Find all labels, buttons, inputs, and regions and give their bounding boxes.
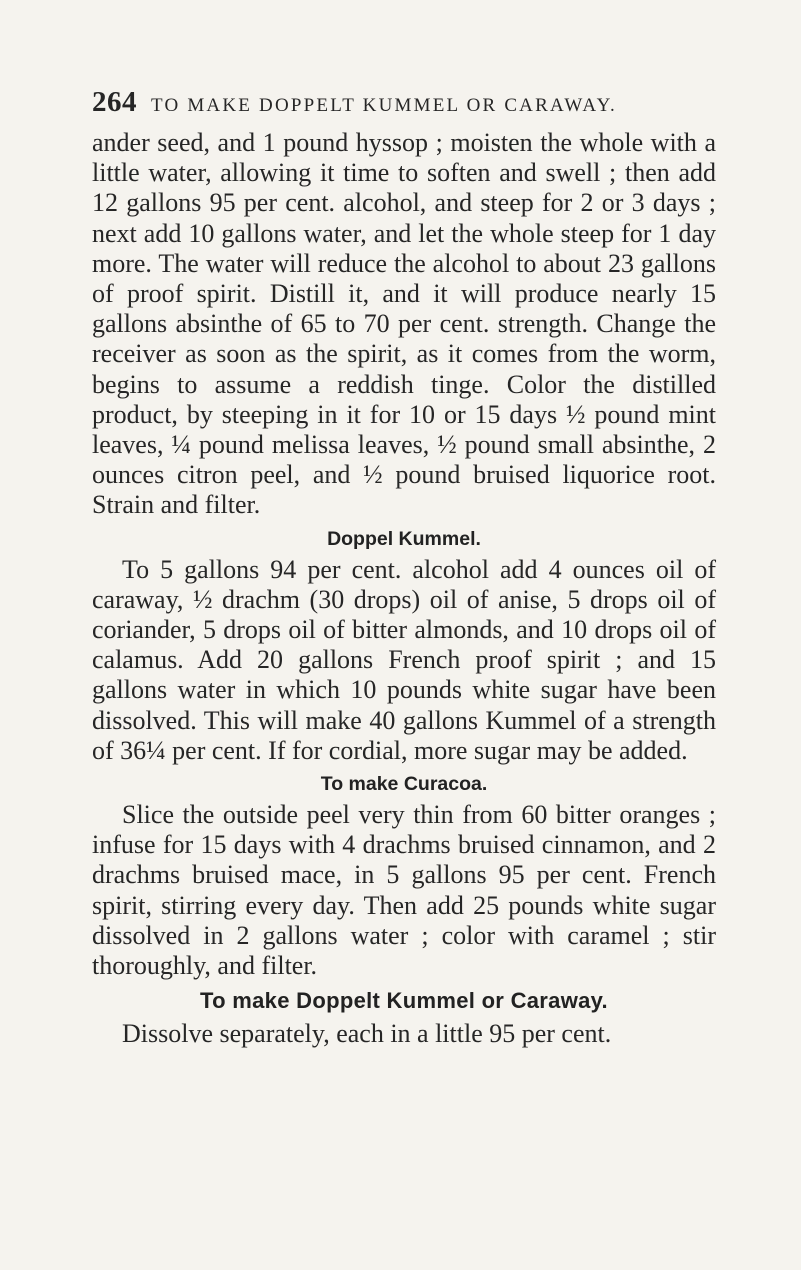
running-title: TO MAKE DOPPELT KUMMEL OR CARAWAY. (151, 95, 618, 116)
paragraph-curacoa: Slice the outside peel very thin from 60 bitter oranges ; infuse for 15 days with 4 drachms bruised cinnamon, and 2 drachms bruised mace, in 5 gallons 95 per cent. French spirit, stirring every day. Then add 25 pounds white sugar dissolved in 2 gallons water ; color with caramel ; stir thoroughly, and filter. (92, 800, 716, 981)
paragraph-doppel-kummel: To 5 gallons 94 per cent. alcohol add 4 ounces oil of caraway, ½ drachm (30 drops) oil of anise, 5 drops oil of coriander, 5 drops oil of bitter almonds, and 10 drops oil of calamus. Add 20 gallons French proof spirit ; and 15 gallons water in which 10 pounds white sugar have been dissolved. This will make 40 gallons Kummel of a strength of 36¼ per cent. If for cordial, more sugar may be added. (92, 554, 716, 765)
page-body (92, 128, 716, 1049)
section-heading-doppelt-kummel-caraway: To make Doppelt Kummel or Caraway. (200, 988, 608, 1014)
paragraph-absinthe-continued: ander seed, and 1 pound hyssop ; moisten the whole with a little water, allowing it time to soften and swell ; then add 12 gallons 95 per cent. alcohol, and steep for 2 or 3 days ; next add 10 gallons water, and let the whole steep for 1 day more. The water will reduce the alcohol to about 23 gallons of proof spirit. Distill it, and it will produce nearly 15 gallons absinthe of 65 to 70 per cent. strength. Change the receiver as soon as the spirit, as it comes from the worm, begins to assume a reddish tinge. Color the distilled product, by steeping in it for 10 or 15 days ½ pound mint leaves, ¼ pound melissa leaves, ½ pound small absinthe, 2 ounces citron peel, and ½ pound bruised liquorice root. Strain and filter. (92, 128, 716, 520)
section-heading-curacoa: To make Curacoa. (320, 773, 488, 796)
paragraph-doppelt-kummel-caraway: Dissolve separately, each in a little 95 per cent. (122, 1019, 612, 1049)
section-heading-doppel-kummel: Doppel Kummel. (327, 527, 481, 550)
page-number: 264 (92, 86, 137, 118)
running-head (92, 86, 732, 126)
